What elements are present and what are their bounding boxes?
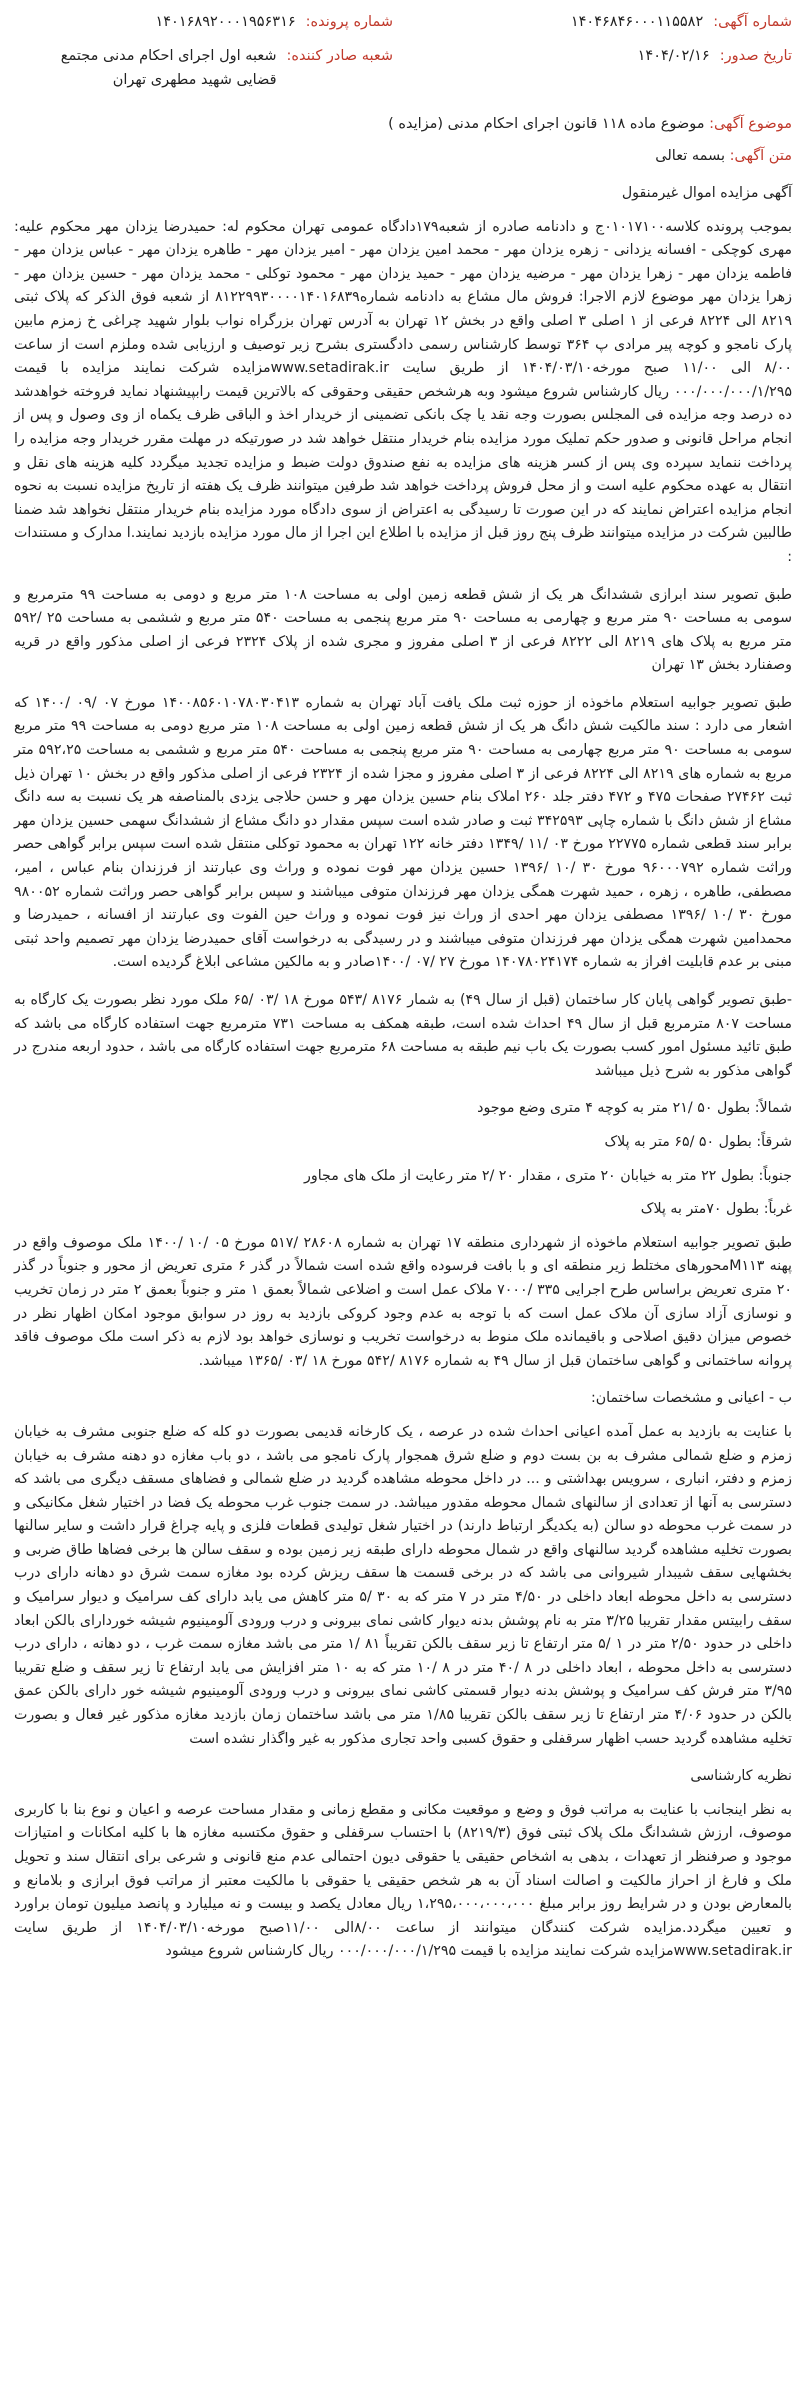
boundary-south: جنوباً: بطول ۲۲ متر به خیابان ۲۰ متری ، مقدار ۲۰ /۲ متر رعایت از ملک های مجاور xyxy=(304,1167,792,1184)
boundary-east: شرقاً: بطول ۵۰ /۶۵ متر به پلاک xyxy=(604,1133,792,1150)
issuing-branch: شعبه اول اجرای احکام مدنی مجتمع قضایی شهید مطهری تهران xyxy=(60,48,277,88)
notice-text-label: متن آگهی: xyxy=(729,148,792,164)
registry-inquiry-paragraph: طبق تصویر جوابیه استعلام ماخوذه از حوزه ثبت ملک یافت آباد تهران به شماره ۱۴۰۰۸۵۶۰۱۰۷۸۰۳۰۴۱۳ مورخ ۰۷ /۰۹ /۱۴۰۰ که اشعار می دارد : سند مالکیت شش دانگ هر یک از شش قطعه زمین اولی به مساحت ۱۰۸ متر مربع دومی به مساحت ۹۹ متر مربع سومی به مساحت ۹۰ متر مربع چهارمی به مساحت ۹۰ متر مربع پنجمی به مساحت ۵۴۰ متر مربع و ششمی به مساحت ۵۹۲،۲۵ متر مربع به شماره های ۸۲۱۹ الی ۸۲۲۴ فرعی از ۳ اصلی مفروز و مجزا شده از ۲۳۲۴ فرعی از اصلی مذکور واقع در بخش ۱۰ تهران ذیل ثبت ۲۷۴۶۲ صفحات ۴۷۵ و ۴۷۲ دفتر جلد ۲۶۰ املاک بنام حسین یزدان مهر و حسن حلاجی یزدی بالمناصفه هر یک نسبت به سه دانگ مشاع از شش دانگ با شماره چاپی ۳۴۲۵۹۳ ثبت و صادر شده است سپس مقدار دو دانگ مشاع از ششدانگ سهمی حسین یزدان مهر برابر سند قطعی شماره ۲۲۷۷۵ مورخ ۰۳ /۱۱ /۱۳۴۹ دفتر خانه ۱۲۲ تهران به محمود توکلی منتقل شده است سپس برابر گواهی حصر وراثت شماره ۹۶۰۰۰۷۹۲ مورخ ۳۰ /۱۰ /۱۳۹۶ حسین یزدان مهر فوت نموده و وراث وی عبارتند از فرزندان بنام عباس ، امیر، مصطفی، طاهره ، زهره ، حمید شهرت همگی یزدان مهر فرزندان متوفی میباشند و سپس برابر گواهی حصر وراثت شماره ۹۸۰۰۵۲ مورخ ۳۰ /۱۰ /۱۳۹۶ مصطفی یزدان مهر احدی از وراث نیز فوت نموده و وراث حین الفوت وی عبارتند از افسانه ، حمیدرضا و محمدامین شهرت همگی یزدان مهر فرزندان متوفی میباشند و در رسیدگی به درخواست آقای حمیدرضا یزدان مهر تصمیم واحد ثبتی مبنی بر عدم قابلیت افراز به شماره ۱۴۰۷۸۰۲۴۱۷۴ مورخ ۲۷ /۰۷ /۱۴۰۰صادر و به مالکین مشاعی ابلاغ گردیده است. xyxy=(14,694,793,971)
auction-title: آگهی مزایده اموال غیرمنقول xyxy=(621,185,792,201)
building-specs-paragraph: با عنایت به بازدید به عمل آمده اعیانی احداث شده در عرصه ، یک کارخانه قدیمی بصورت دو کله که ضلع جنوبی مشرف به خیابان زمزم و ضلع شمالی مشرف به بن بست دوم و ضلع شرق همجوار پارک نامجو می باشد ، دو باب مغازه دو دهنه مشرف به خیابان زمزم و دفتر، انباری ، سرویس بهداشتی و ... در داخل محوطه مشاهده گردید در ضلع شمالی و فضاهای مسقف دیگری می باشد که دسترسی به آنها از تعدادی از سالنهای شمال محوطه مقدور میباشد. در سمت جنوب غرب محوطه یک فضا در اختیار شغل مکانیکی و در سمت غرب محوطه دو سالن (به یکدیگر ارتباط دارند) در اختیار شغل تولیدی قطعات فلزی و پایه چراغ قرار داشت و سایر سالنها بصورت تخلیه مشاهده گردید سالنهای واقع در شمال محوطه دارای طبقه زیر زمین بوده و سقف سالن ها برخی فضاها طاق ضربی و بخشهایی سقف شیبدار شیروانی می باشد که در برخی قسمت ها سقف ریزش کرده بود مغازه سمت شرق دو دهانه دارای درب دسترسی به داخل محوطه ابعاد داخلی در ۴/۵۰ متر در ۷ متر که به ۳۰ /۵ متر کاهش می یابد دارای کف سرامیک و دیوار سرامیک و سقف رابیتس مقدار تقریبا ۳/۲۵ متر به نام پوشش بدنه دیوار کاشی نمای بیرونی و درب ورودی آلومینیوم شیشه خوردارای بالکن ابعاد داخلی در حدود ۲/۵۰ متر در ۱ /۵ متر ارتفاع تا زیر سقف بالکن تقریباً ۸۱ /۱ متر می باشد مغازه سمت غرب ، دو دهانه ، دارای درب دسترسی به داخل محوطه ، ابعاد داخلی در ۸ /۴۰ متر در ۸ /۱۰ متر که به ۱۰ متر افزایش می یابد ارتفاع تا زیر سقف و ضلع تقریبا ۳/۹۵ متر فرش کف سرامیک و پوشش بدنه دیوار قسمتی کاشی نمای بیرونی و درب ورودی آلومینیوم شیشه خور دارای بالکن عمق بالکن در حدود ۴/۰۶ متر ارتفاع تا زیر سقف بالکن تقریبا ۱/۸۵ متر می باشد ساختمان زمان بازدید مغازه مذکور غیر فعال و بصورت تخلیه مشاهده گردید حسب اظهار سرقفلی و حقوق کسبی واحد تجاری مذکور به غیر واگذار نشده است xyxy=(14,1423,792,1747)
boundary-west: غرباً: بطول ۷۰متر به پلاک xyxy=(640,1201,792,1218)
issue-date-label: تاریخ صدور: xyxy=(719,48,792,64)
expert-opinion-paragraph: به نظر اینجانب با عنایت به مراتب فوق و وضع و موقعیت مکانی و مقطع زمانی و مقدار مساحت عرصه و اعیان و نوع بنا با کاربری موصوف، ارزش ششدانگ ملک پلاک ثبتی فوق (۸۲۱۹/۳) با احتساب سرقفلی و حقوق مکتسبه مغازه ها با کلیه امکانات و امتیازات موجود و صرفنظر از تعهدات ، بدهی به اشخاص حقیقی یا حقوقی دیون احتمالی عدم منع قانونی و شرعی برای انتقال سند و تحویل ملک و فارغ از احراز مالکیت و اصالت اسناد آن به هر شخص حقیقی یا حقوقی با مالکیت معتبر از مراتب فوق ابرازی و بلامانع و بالمعارض بودن و در شرایط روز برابر مبلغ ۱،۲۹۵،۰۰۰،۰۰۰،۰۰۰ ریال معادل یکصد و بیست و نه میلیارد و پانصد میلیون تومان براورد و تعیین میگردد.مزایده شرکت کنندگان میتوانند از ساعت ۸/۰۰الی ۱۱/۰۰صبح مورخه۱۴۰۴/۰۳/۱۰ از طریق سایت www.setadirak.irمزایده شرکت نمایند مزایده با قیمت ۰۰۰/۰۰۰/۰۰۰/۱/۲۹۵ ریال کارشناس شروع میشود xyxy=(14,1801,792,1960)
subject-text: موضوع ماده ۱۱۸ قانون اجرای احکام مدنی (مزایده ) xyxy=(388,116,705,132)
case-details-paragraph: بموجب پرونده کلاسه۰۱۰۱۷۱۰۰ج و دادنامه صادره از شعبه۱۷۹دادگاه عمومی تهران محکوم له: حمیدرضا یزدان مهر محکوم علیه: مهری کوچکی - افسانه یزدانی - زهره یزدان مهر - محمد امین یزدان مهر - امیر یزدان مهر - طاهره یزدان مهر - عباس یزدان مهر - فاطمه یزدان مهر - زهرا یزدان مهر - مرضیه یزدان مهر - حمید یزدان مهر - محمود توکلی - محمد یزدان مهر - حسین یزدان مهر - زهرا یزدان مهر موضوع لازم الاجرا: فروش مال مشاع به دادنامه شماره۸۱۲۲۹۹۳۰۰۰۰۱۴۰۱۶۸۳۹ از شعبه فوق الذکر که پلاک ثبتی ۸۲۱۹ الی ۸۲۲۴ فرعی از ۱ اصلی ۳ اصلی واقع در بخش ۱۲ تهران به آدرس تهران بزرگراه نواب بلوار شهید چراغی خ زمزم مابین پارک نامجو و کوچه پیر مرادی پ ۳۶۴ توسط کارشناس رسمی دادگستری بشرح زیر توصیف و ارزیابی شده وملزم است از ساعت ۸/۰۰ الی ۱۱/۰۰ صبح مورخه۱۴۰۴/۰۳/۱۰ از طریق سایت www.setadirak.irمزایده شرکت نمایند مزایده با قیمت ۰۰۰/۰۰۰/۰۰۰/۱/۲۹۵ ریال کارشناس شروع میشود وبه هرشخص حقیقی وحقوقی که بالاترین قیمت رابپیشنهاد نماید فروخته خواهدشد ده درصد وجه مزایده فی المجلس بصورت وجه نقد یا چک بانکی تضمینی از خریدار اخذ و الباقی ظرف یکماه از وی وصول و پس از انجام مراحل قانونی و صدور حکم تملیک مورد مزایده بنام خریدار منتقل خواهد شد در صورتیکه در مهلت مقرر خریدار وجه مزایده را پرداخت ننماید سپرده وی پس از کسر هزینه های مزایده به نفع صندوق دولت ضبط و مزایده تجدید میگردد کلیه هزینه های نقل و انتقال به عهده محکوم علیه است و از محل فروش پرداخت خواهد شد طرفین میتوانند ظرف یک هفته از تاریخ مزایده نسبت به نحوه انجام مزایده اعتراض نمایند که در این صورت تا رسیدگی به اعتراض از سوی دادگاه مورد مزایده بنام خریدار منتقل نخواهد شد ضمنا طالبین شرکت در مزایده میتوانند ظرف پنج روز قبل از مزایده با اطلاع این اجرا از مال مورد مزایده بازدید نمایند.ا مدارک و مستندات : xyxy=(14,218,793,565)
deed-paragraph: طبق تصویر سند ابرازی ششدانگ هر یک از شش قطعه زمین اولی به مساحت ۱۰۸ متر مربع و دومی به مساحت ۹۹ مترمربع و سومی به مساحت ۹۰ متر مربع و چهارمی به مساحت ۹۰ متر مربع پنجمی به مساحت ۵۴۰ متر مربع و ششمی به مساحت ۲۵ /۵۹۲ متر مربع به پلاک های ۸۲۱۹ الی ۸۲۲۲ فرعی از ۳ اصلی مفروز و مجری شده از پلاک ۲۳۲۴ فرعی از اصلی مذکور واقع در قریه وصفنارد بخش ۱۳ تهران xyxy=(14,586,792,674)
notice-page xyxy=(0,10,806,2386)
case-number-cell xyxy=(14,10,393,34)
subject-label: موضوع آگهی: xyxy=(709,116,792,132)
ad-number-cell xyxy=(413,10,792,34)
ad-number-label: شماره آگهی: xyxy=(713,14,792,30)
expert-opinion-heading: نظریه کارشناسی xyxy=(690,1768,792,1785)
ad-number: ۱۴۰۴۶۸۴۶۰۰۰۱۱۵۵۸۲ xyxy=(570,14,704,30)
notice-subject xyxy=(14,112,792,136)
issue-date: ۱۴۰۴/۰۲/۱۶ xyxy=(637,48,710,64)
completion-certificate-paragraph: -طبق تصویر گواهی پایان کار ساختمان (قبل از سال ۴۹) به شمار ۸۱۷۶ /۵۴۳ مورخ ۱۸ /۰۳ /۶۵ ملک مورد نظر بصورت یک کارگاه به مساحت ۸۰۷ مترمربع قبل از سال ۴۹ احداث شده است، طبقه همکف به مساحت ۷۳۱ مترمربع جهت استفاده کارگاه می باشد که طبق تائید مسئول امور کسب بصورت یک باب نیم طبقه به مساحت ۶۸ مترمربع جهت استفاده کارگاه می باشد ، حدود اربعه مندرج در گواهی مذکور به شرح ذیل میباشد xyxy=(14,992,793,1079)
case-number-label: شماره پرونده: xyxy=(305,14,393,30)
issuing-branch-cell xyxy=(14,44,393,92)
notice-meta xyxy=(14,10,792,92)
issuing-branch-label: شعبه صادر کننده: xyxy=(286,48,393,64)
issue-date-cell xyxy=(413,44,792,92)
case-number: ۱۴۰۱۶۸۹۲۰۰۰۱۹۵۶۳۱۶ xyxy=(155,14,296,30)
notice-text-heading xyxy=(14,144,792,168)
building-specs-heading: ب - اعیانی و مشخصات ساختمان: xyxy=(590,1390,792,1407)
notice-body xyxy=(14,182,792,1964)
boundary-north: شمالاً: بطول ۵۰ /۲۱ متر به کوچه ۴ متری وضع موجود xyxy=(477,1100,792,1117)
municipality-inquiry-paragraph: طبق تصویر جوابیه استعلام ماخوذه از شهرداری منطقه ۱۷ تهران به شماره ۲۸۶۰۸ /۵۱۷ مورخ ۰۵ /۱۰ /۱۴۰۰ ملک موصوف واقع در پهنه M۱۱۳محورهای مختلط زیر منطقه ای و با بافت فرسوده واقع شده است شمالاً در گذر ۶ متری تعریض از محور و جنوباً در گذر ۲۰ متری تعریض براساس طرح اجرایی ۳۳۵ /۷۰۰۰ ملاک عمل است و اضلاعی شمالاً بعمق ۱ متر و جنوباً بعمق ۲ متر در زمان تخریب و نوسازی آزاد سازی آن ملاک عمل است که با توجه به عدم وجود کروکی بازدید به روز در سوابق موجود امکان اظهار نظر در خصوص میزان دقیق اصلاحی و باقیمانده ملک منوط به درخواست تخریب و نوسازی خواهد بود لازم به ذکر است ملک موصوف فاقد پروانه ساختمانی و گواهی ساختمان قبل از سال ۴۹ به شماره ۸۱۷۶ /۵۴۲ مورخ ۱۸ /۰۳ /۱۳۶۵ میباشد. xyxy=(14,1234,793,1369)
notice-opening: بسمه تعالی xyxy=(655,148,725,164)
